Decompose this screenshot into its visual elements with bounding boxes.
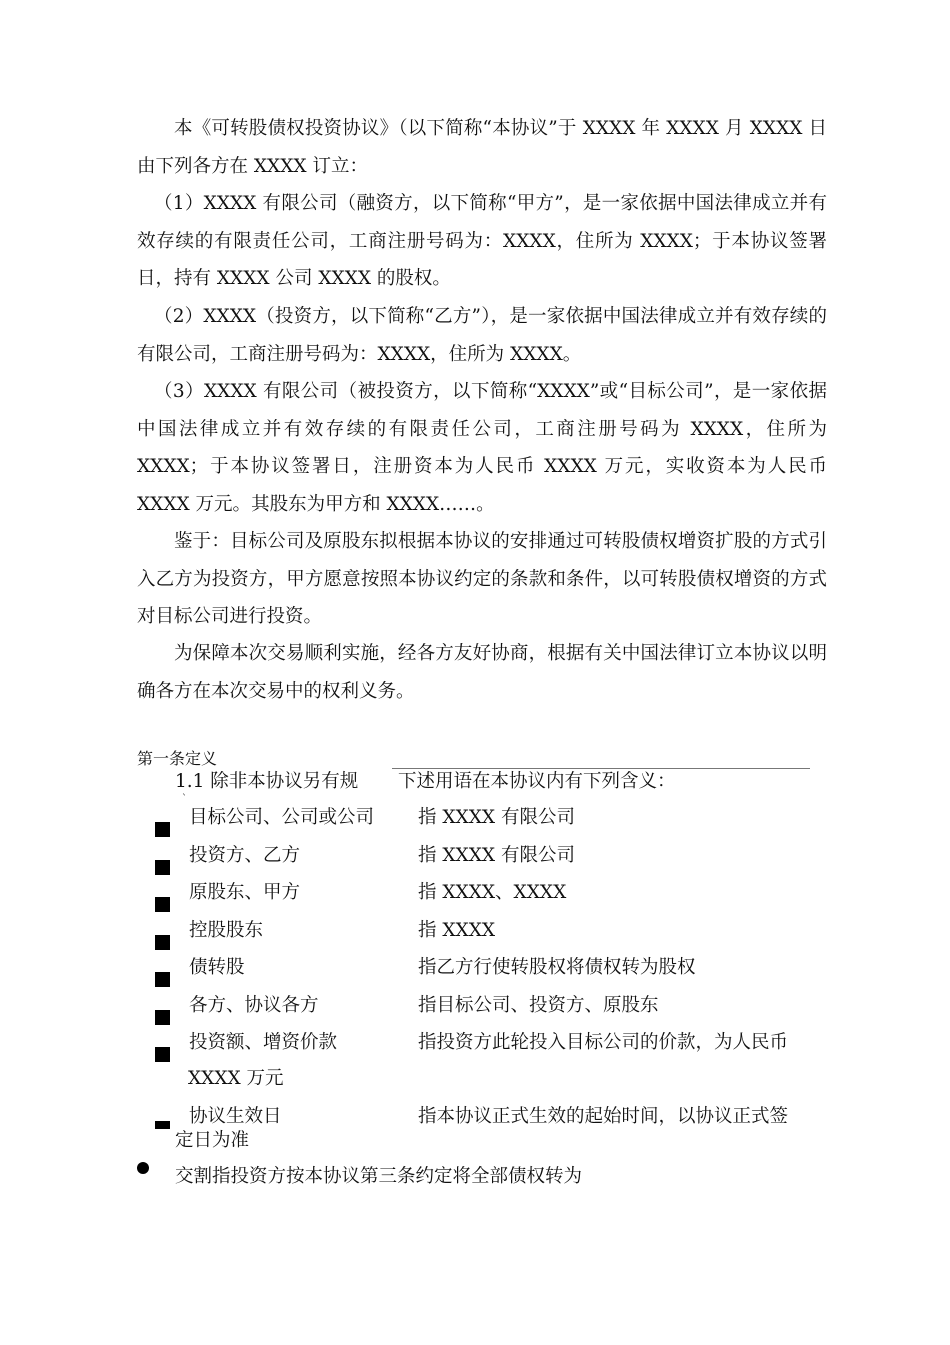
definition-row (0, 992, 950, 1029)
square-bullet-icon (155, 822, 170, 837)
square-bullet-icon (155, 1047, 170, 1062)
definition-term: 协议生效日 (189, 1106, 282, 1127)
closing-definition-item: 交割指投资方按本协议第三条约定将全部债权转为 (175, 1166, 583, 1187)
definition-term: 债转股 (189, 957, 245, 978)
definition-meaning-continued: XXXX 万元 (188, 1068, 284, 1089)
definition-meaning: 指乙方行使转股权将债权转为股权 (418, 957, 696, 978)
square-bullet-icon (155, 860, 170, 875)
definition-row (0, 842, 950, 879)
definition-row (0, 879, 950, 916)
party-1-paragraph: （1）XXXX 有限公司（融资方，以下简称“甲方”，是一家依据中国法律成立并有效存续的有限责任公司，工商注册号码为：XXXX，住所为 XXXX；于本协议签署日，持有 XXXX 公司 XXXX 的股权。 (137, 193, 827, 289)
definition-term: 目标公司、公司或公司 (189, 807, 375, 828)
definition-meaning: 指 XXXX 有限公司 (418, 845, 575, 866)
definition-term: 投资额、增资价款 (189, 1032, 338, 1053)
definition-term: 原股东、甲方 (189, 882, 301, 903)
definition-term: 各方、协议各方 (189, 995, 319, 1016)
square-bullet-icon (155, 1121, 170, 1129)
clause-1-1-text: 下述用语在本协议内有下列含义： (398, 771, 676, 792)
definition-meaning-continued: 定日为准 (175, 1130, 250, 1151)
clause-1-1-label: 1.1 除非本协议另有规 (175, 771, 359, 792)
article-1-heading: 第一条定义 (137, 749, 218, 768)
definition-term: 控股股东 (189, 920, 264, 941)
definition-term: 投资方、乙方 (189, 845, 301, 866)
definition-meaning: 指本协议正式生效的起始时间，以协议正式签 (418, 1106, 789, 1127)
round-bullet-icon (137, 1162, 149, 1174)
definition-row (0, 1103, 950, 1153)
definition-meaning: 指 XXXX 有限公司 (418, 807, 575, 828)
party-3-paragraph: （3）XXXX 有限公司（被投资方，以下简称“XXXX”或“目标公司”，是一家依据中国法律成立并有效存续的有限责任公司，工商注册号码为 XXXX，住所为 XXXX；于本协议签署日，注册资本为人民币 XXXX 万元，实收资本为人民币 XXXX 万元。其股东为甲方和 XXXX……。 (137, 381, 827, 515)
definition-meaning: 指 XXXX (418, 920, 496, 941)
square-bullet-icon (155, 1010, 170, 1025)
definition-row (0, 1029, 950, 1089)
definition-row (0, 917, 950, 954)
square-bullet-icon (155, 897, 170, 912)
definition-meaning: 指 XXXX、XXXX (418, 882, 567, 903)
purpose-paragraph: 为保障本次交易顺利实施，经各方友好协商，根据有关中国法律订立本协议以明确各方在本次交易中的权利义务。 (137, 643, 827, 702)
stray-mark: ` (182, 794, 187, 805)
square-bullet-icon (155, 972, 170, 987)
definition-meaning: 指目标公司、投资方、原股东 (418, 995, 659, 1016)
party-2-paragraph: （2）XXXX（投资方，以下简称“乙方”），是一家依据中国法律成立并有效存续的有限公司，工商注册号码为：XXXX，住所为 XXXX。 (137, 306, 827, 365)
intro-paragraph: 本《可转股债权投资协议》（以下简称“本协议”于 XXXX 年 XXXX 月 XXXX 日由下列各方在 XXXX 订立： (137, 118, 827, 177)
square-bullet-icon (155, 935, 170, 950)
whereas-paragraph: 鉴于：目标公司及原股东拟根据本协议的安排通过可转股债权增资扩股的方式引入乙方为投资方，甲方愿意按照本协议约定的条款和条件，以可转股债权增资的方式对目标公司进行投资。 (137, 531, 827, 627)
definition-row (0, 954, 950, 991)
definition-row (0, 804, 950, 841)
definition-meaning: 指投资方此轮投入目标公司的价款，为人民币 (418, 1032, 789, 1053)
